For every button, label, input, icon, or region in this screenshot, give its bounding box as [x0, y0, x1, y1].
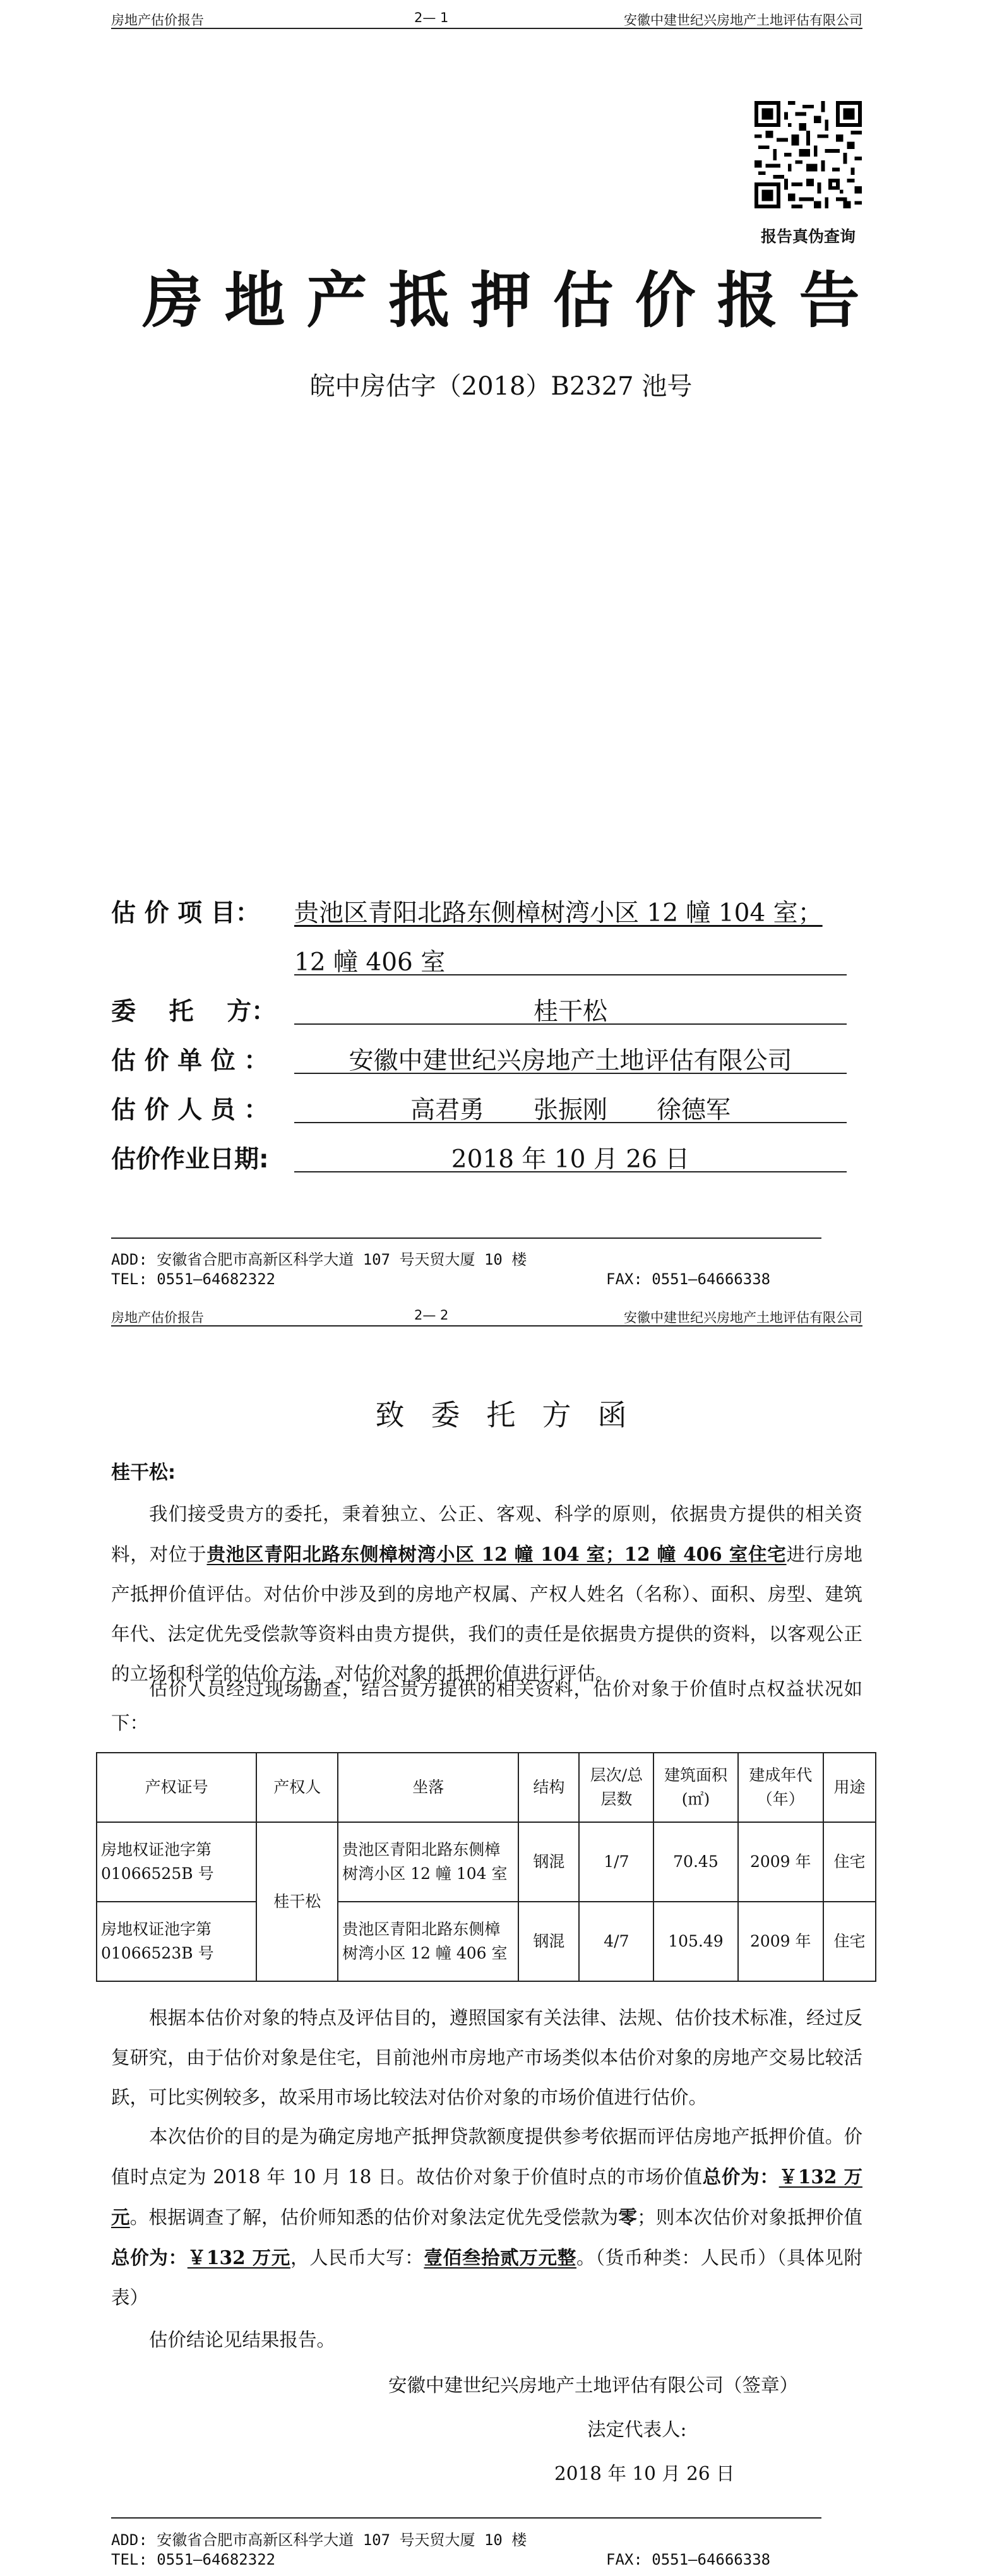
valuation-market-value: ￥132 万元 [111, 2166, 862, 2228]
footer-divider [111, 1237, 821, 1239]
valuation-text-f: 。（货币种类：人民币）（具体见附表） [111, 2247, 862, 2308]
qr-label: 报告真伪查询 [760, 227, 856, 246]
header-left: 房地产估价报告 [111, 13, 204, 28]
paragraph-inspection: 估价人员经过现场勘查，结合贵方提供的相关资料，估价对象于价值时点权益状况如下： [111, 1678, 862, 1734]
letter-title: 致委托方函 [375, 1398, 653, 1432]
appraisers-label: 估 价 人 员 ： [111, 1096, 269, 1124]
footer-address: ADD: 安徽省合肥市高新区科学大道 107 号天贸大厦 10 楼 [111, 2531, 527, 2549]
paragraph-method: 根据本估价对象的特点及评估目的，遵照国家有关法律、法规、估价技术标准，经过反复研究，由于估价对象是住宅，目前池州市房地产市场类似本估价对象的房地产交易比较活跃，可比实例较多，故采用市场比较法对估价对象的市场价值进行估价。 [111, 2007, 862, 2108]
table-header-row [97, 1753, 876, 1822]
header-page-number: 2— 2 [414, 1308, 449, 1323]
col-cert: 产权证号 [97, 1753, 256, 1822]
intro-text-a: 我们接受贵方的委托，秉着独立、公正、客观、科学的原则，依据贵方提供的相关资料，对位于 [111, 1503, 862, 1565]
paragraph-intro [111, 1494, 862, 1694]
col-area: 建筑面积(㎡) [653, 1753, 737, 1822]
client-label: 委 托 方： [111, 998, 277, 1026]
report-number: 皖中房估字（2018）B2327 池号 [309, 372, 693, 401]
field-project-cont [111, 943, 862, 981]
property-table [96, 1752, 876, 1982]
valuation-market-label: 总价为： [702, 2166, 779, 2188]
header-company: 安徽中建世纪兴房地产土地评估有限公司 [624, 1310, 862, 1325]
project-value-line2: 12 幢 406 室 [294, 943, 847, 975]
table-row [97, 1822, 876, 1902]
intro-subject-property: 贵池区青阳北路东侧樟树湾小区 12 幢 104 室；12 幢 406 室住宅 [206, 1543, 787, 1565]
valuation-text-d: ；则本次估价对象抵押价值 [637, 2207, 862, 2228]
project-label: 估 价 项 目： [111, 899, 260, 927]
field-client [111, 992, 862, 1030]
floor-cell: 4/7 [579, 1902, 653, 1981]
project-value-line1: 贵池区青阳北路东侧樟树湾小区 12 幢 104 室； [294, 899, 823, 927]
date-label: 估价作业日期: [111, 1145, 269, 1174]
col-use: 用途 [823, 1753, 876, 1822]
footer-tel: TEL: 0551—64682322 [111, 1270, 276, 1288]
table-row [97, 1902, 876, 1981]
cert-cell: 房地权证池字第 01066525B 号 [97, 1822, 256, 1902]
unit-label: 估 价 单 位 ： [111, 1047, 269, 1075]
valuation-capital-amount: 壹佰叁拾贰万元整 [424, 2246, 576, 2269]
valuation-mortgage-label: 总价为： [111, 2246, 188, 2269]
intro-text-b: 进行房地产抵押价值评估。对估价中涉及到的房地产权属、产权人姓名（名称）、面积、房型、建筑年代、法定优先受偿款等资料由贵方提供，我们的责任是依据贵方提供的资料，以客观公正的立场和科学的估价方法，对估价对象的抵押价值进行评估。 [111, 1544, 862, 1685]
footer-divider [111, 2517, 821, 2519]
field-appraisers [111, 1090, 862, 1128]
valuation-text-a: 本次估价的目的是为确定房地产抵押贷款额度提供参考依据而评估房地产抵押价值。价值时点定为 2018 年 10 月 18 日。故估价对象于价值时点的市场价值 [111, 2126, 862, 2188]
header-left: 房地产估价报告 [111, 1310, 204, 1325]
footer-address: ADD: 安徽省合肥市高新区科学大道 107 号天贸大厦 10 楼 [111, 1251, 527, 1268]
location-cell: 贵池区青阳北路东侧樟树湾小区 12 幢 104 室 [338, 1822, 518, 1902]
page-header [111, 6, 862, 29]
cert-cell: 房地权证池字第 01066523B 号 [97, 1902, 256, 1981]
col-owner: 产权人 [256, 1753, 338, 1822]
year-cell: 2009 年 [738, 1822, 823, 1902]
appraisers-value: 高君勇 张振刚 徐德军 [294, 1090, 847, 1123]
area-cell: 70.45 [653, 1822, 737, 1902]
header-company: 安徽中建世纪兴房地产土地评估有限公司 [624, 13, 862, 28]
signature-date: 2018 年 10 月 26 日 [554, 2463, 735, 2484]
letter-addressee: 桂干松: [111, 1462, 176, 1484]
footer-fax: FAX: 0551—64666338 [606, 2551, 771, 2568]
valuation-text-c: 。根据调查了解，估价师知悉的估价对象法定优先受偿款为 [129, 2207, 619, 2228]
date-value: 2018 年 10 月 26 日 [294, 1140, 847, 1172]
client-value: 桂干松 [294, 992, 847, 1025]
field-date [111, 1140, 862, 1178]
unit-value: 安徽中建世纪兴房地产土地评估有限公司 [294, 1041, 847, 1074]
structure-cell: 钢混 [518, 1902, 579, 1981]
year-cell: 2009 年 [738, 1902, 823, 1981]
footer-fax: FAX: 0551—64666338 [606, 1270, 771, 1288]
signature-representative: 法定代表人: [587, 2419, 687, 2440]
header-page-number: 2— 1 [414, 10, 449, 25]
field-project [111, 893, 862, 931]
location-cell: 贵池区青阳北路东侧樟树湾小区 12 幢 406 室 [338, 1902, 518, 1981]
valuation-mortgage-value: ￥132 万元 [187, 2246, 290, 2269]
valuation-priority-amount: 零 [618, 2206, 638, 2228]
footer-tel: TEL: 0551—64682322 [111, 2551, 276, 2568]
valuation-text-e: ，人民币大写： [290, 2247, 424, 2269]
col-structure: 结构 [518, 1753, 579, 1822]
report-title: 房地产抵押估价报告 [142, 265, 881, 336]
paragraph-valuation [111, 2117, 862, 2318]
field-unit [111, 1041, 862, 1079]
structure-cell: 钢混 [518, 1822, 579, 1902]
floor-cell: 1/7 [579, 1822, 653, 1902]
page-header [111, 1304, 862, 1327]
letter-page [0, 1297, 1002, 2576]
col-year: 建成年代（年） [738, 1753, 823, 1822]
qr-code-icon[interactable] [754, 101, 862, 208]
col-location: 坐落 [338, 1753, 518, 1822]
paragraph-conclusion: 估价结论见结果报告。 [149, 2329, 336, 2351]
use-cell: 住宅 [823, 1902, 876, 1981]
signature-company: 安徽中建世纪兴房地产土地评估有限公司（签章） [388, 2375, 799, 2396]
use-cell: 住宅 [823, 1822, 876, 1902]
col-floor: 层次/总层数 [579, 1753, 653, 1822]
area-cell: 105.49 [653, 1902, 737, 1981]
owner-cell: 桂干松 [256, 1822, 338, 1981]
